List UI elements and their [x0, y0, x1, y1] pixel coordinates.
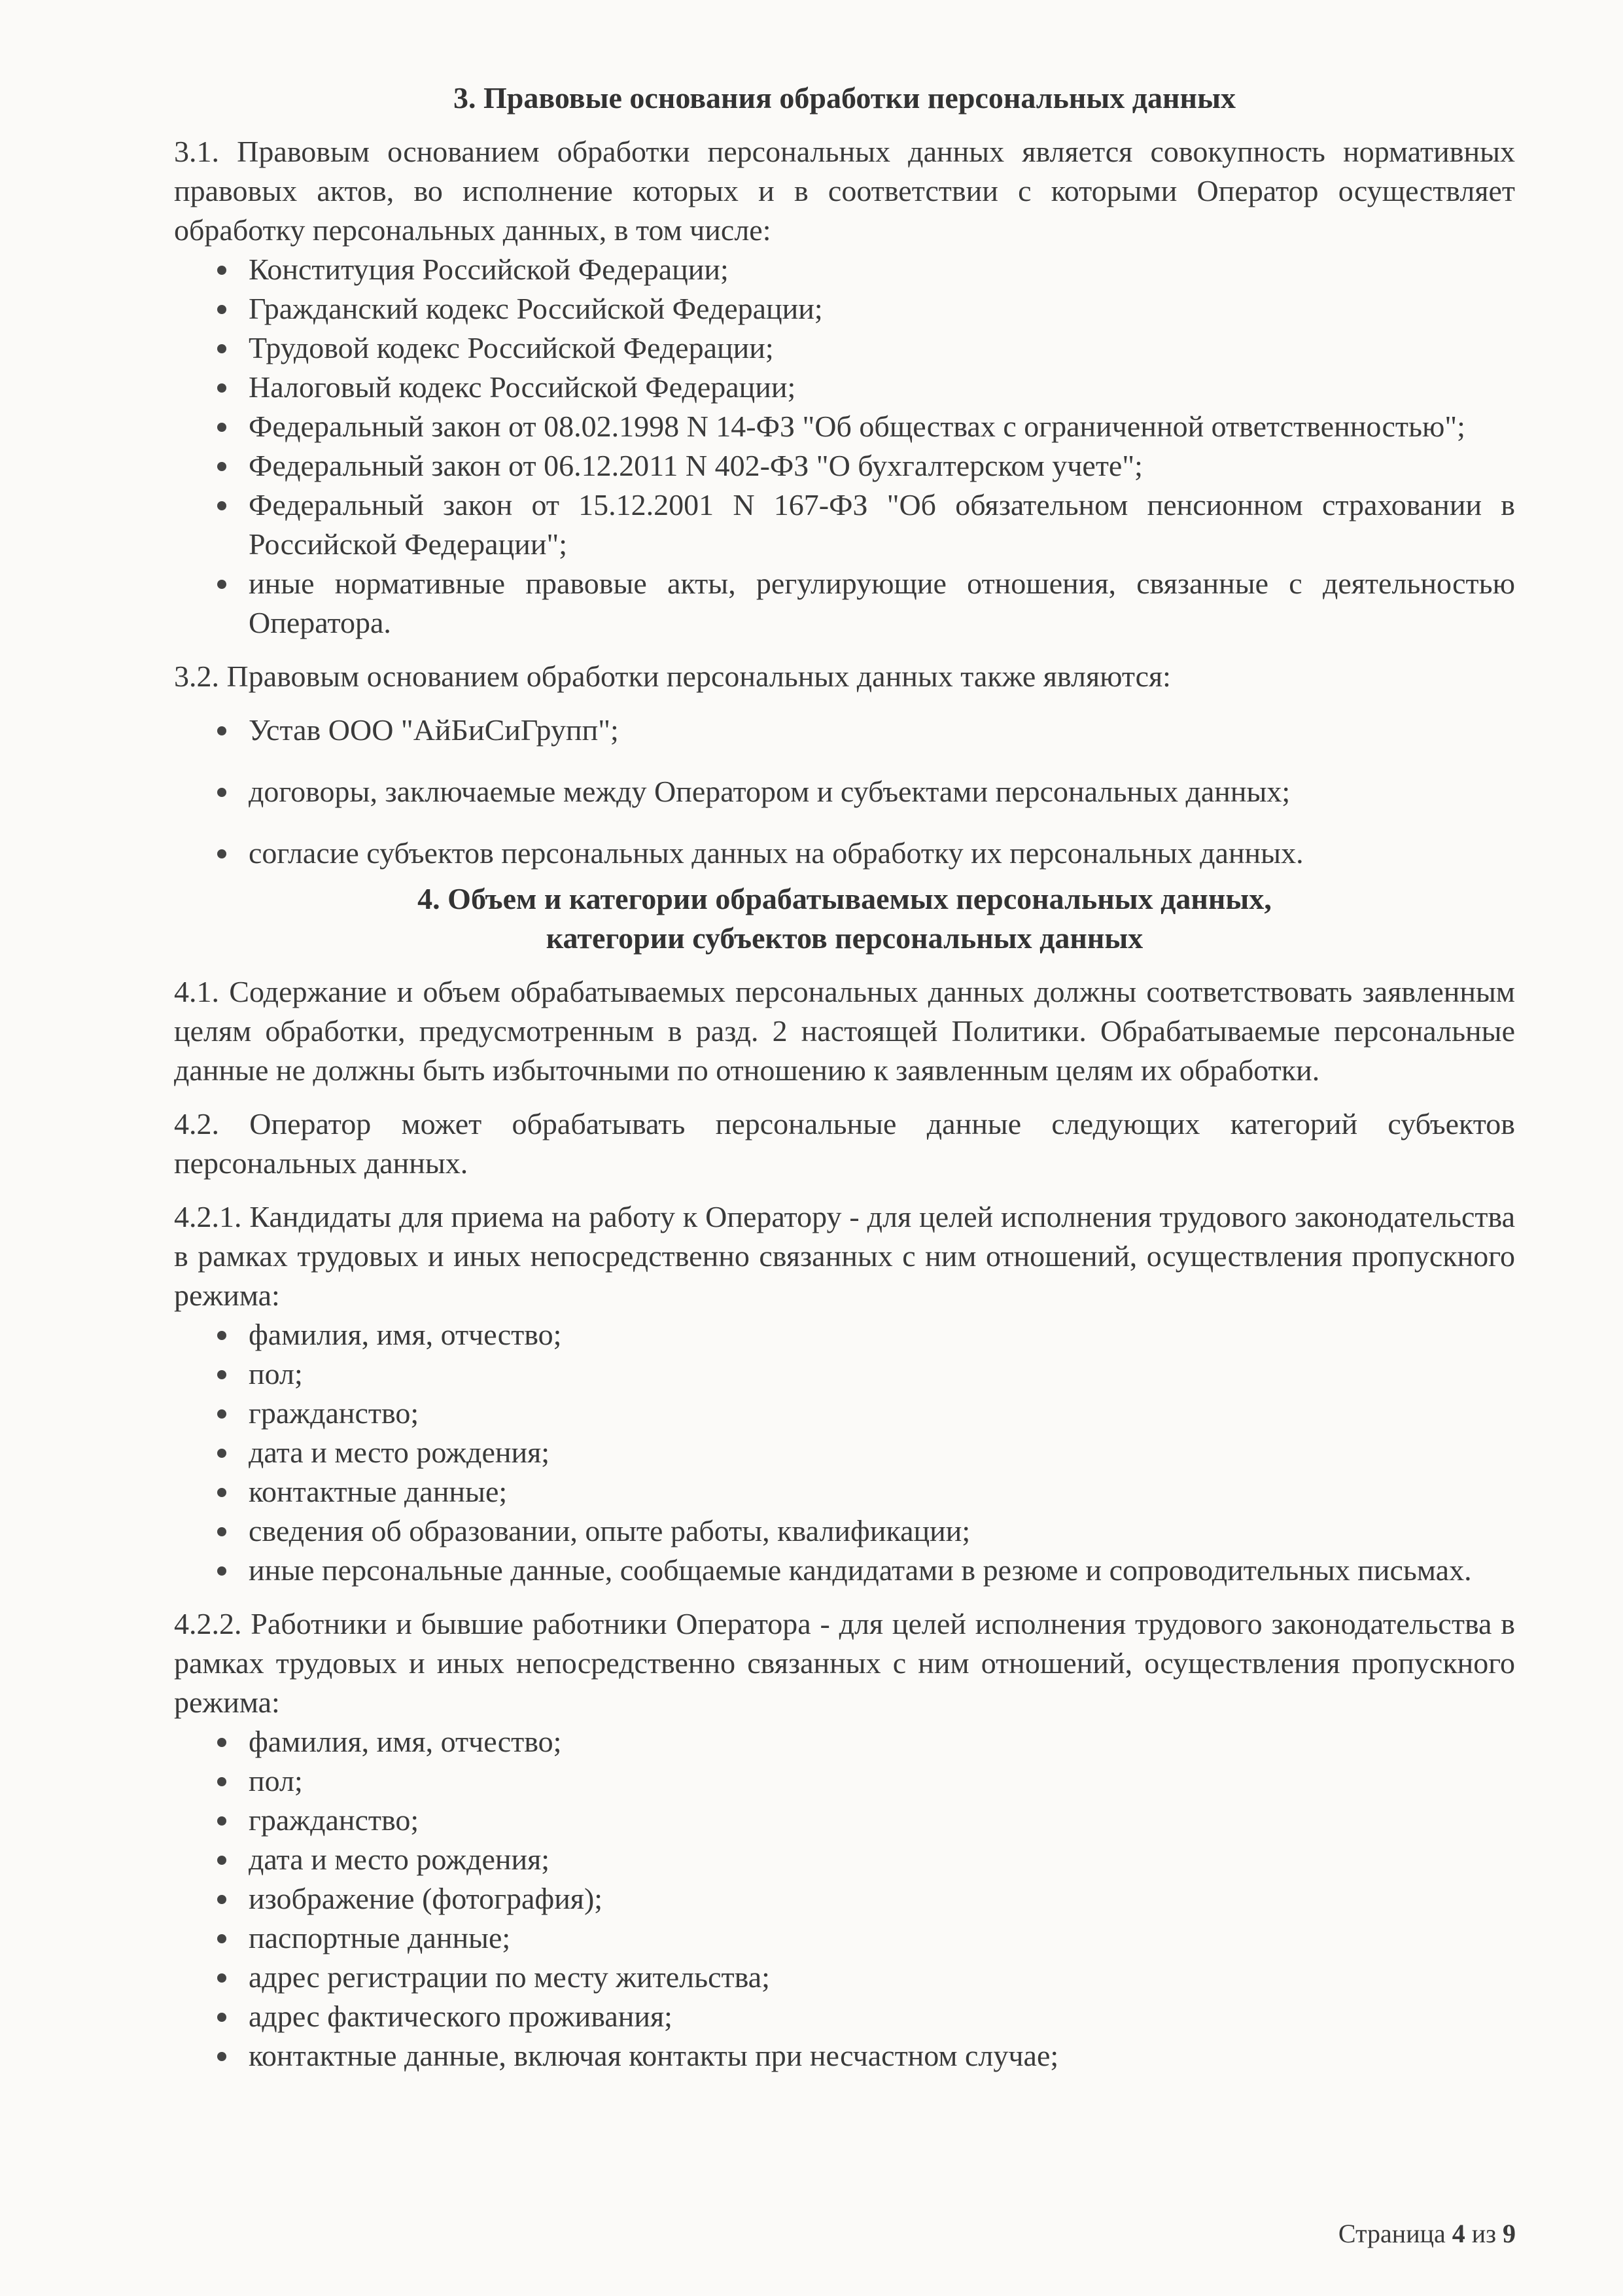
section-4-heading: [174, 879, 1515, 958]
list-item: Федеральный закон от 06.12.2011 N 402-ФЗ "О бухгалтерском учете";: [249, 446, 1515, 486]
paragraph-3-1: 3.1. Правовым основанием обработки персональных данных является совокупность нормативных правовых актов, во исполнение которых и в соответствии с которыми Оператор осуществляет обработку персональных данных, в том числе:: [174, 135, 1515, 247]
list-item: фамилия, имя, отчество;: [249, 1722, 1515, 1761]
list-item: дата и место рождения;: [249, 1840, 1515, 1879]
list-item: Устав ООО "АйБиСиГрупп";: [249, 711, 1515, 750]
page-word: Страница: [1338, 2219, 1446, 2248]
list-item: гражданство;: [249, 1394, 1515, 1433]
list-item: пол;: [249, 1354, 1515, 1394]
list-4-2-1: [174, 1315, 1515, 1590]
list-item: иные нормативные правовые акты, регулирующие отношения, связанные с деятельностью Оператора.: [249, 564, 1515, 643]
list-item: Конституция Российской Федерации;: [249, 250, 1515, 289]
list-item: Гражданский кодекс Российской Федерации;: [249, 289, 1515, 328]
list-item: иные персональные данные, сообщаемые кандидатами в резюме и сопроводительных письмах.: [249, 1551, 1515, 1590]
list-4-2-2: [174, 1722, 1515, 2075]
paragraph-3-2: 3.2. Правовым основанием обработки персональных данных также являются:: [174, 660, 1171, 693]
list-item: адрес фактического проживания;: [249, 1997, 1515, 2036]
list-item: Федеральный закон от 15.12.2001 N 167-ФЗ "Об обязательном пенсионном страховании в Российской Федерации";: [249, 486, 1515, 564]
list-item: Федеральный закон от 08.02.1998 N 14-ФЗ "Об обществах с ограниченной ответственностью";: [249, 407, 1515, 446]
list-item: фамилия, имя, отчество;: [249, 1315, 1515, 1354]
section-4-heading-line1: 4. Объем и категории обрабатываемых персональных данных,: [417, 882, 1272, 915]
of-word: из: [1471, 2219, 1496, 2248]
paragraph-4-2: 4.2. Оператор может обрабатывать персональные данные следующих категорий субъектов персональных данных.: [174, 1107, 1515, 1180]
list-item: Налоговый кодекс Российской Федерации;: [249, 368, 1515, 407]
list-3-2: [174, 711, 1515, 873]
page-content: [174, 79, 1515, 2075]
list-item: паспортные данные;: [249, 1918, 1515, 1958]
page-current: 4: [1452, 2219, 1465, 2248]
page-total: 9: [1503, 2219, 1516, 2248]
list-item: адрес регистрации по месту жительства;: [249, 1958, 1515, 1997]
list-item: Трудовой кодекс Российской Федерации;: [249, 328, 1515, 368]
list-item: дата и место рождения;: [249, 1433, 1515, 1472]
list-item: гражданство;: [249, 1801, 1515, 1840]
paragraph-4-2-1: 4.2.1. Кандидаты для приема на работу к Оператору - для целей исполнения трудового законодательства в рамках трудовых и иных непосредственно связанных с ним отношений, осуществления пропускного режима:: [174, 1200, 1515, 1312]
list-item: договоры, заключаемые между Оператором и субъектами персональных данных;: [249, 772, 1515, 811]
paragraph-4-2-2: 4.2.2. Работники и бывшие работники Оператора - для целей исполнения трудового законодательства в рамках трудовых и иных непосредственно связанных с ним отношений, осуществления пропускного режима:: [174, 1607, 1515, 1719]
paragraph-4-1: 4.1. Содержание и объем обрабатываемых персональных данных должны соответствовать заявленным целям обработки, предусмотренным в разд. 2 настоящей Политики. Обрабатываемые персональные данные не должны быть избыточными по отношению к заявленным целям их обработки.: [174, 975, 1515, 1087]
list-item: пол;: [249, 1761, 1515, 1801]
page-number-footer: [1338, 2218, 1516, 2249]
section-3-heading: 3. Правовые основания обработки персональных данных: [453, 81, 1236, 115]
list-item: контактные данные;: [249, 1472, 1515, 1511]
list-item: согласие субъектов персональных данных на обработку их персональных данных.: [249, 834, 1515, 873]
list-item: контактные данные, включая контакты при несчастном случае;: [249, 2036, 1515, 2075]
list-3-1: [174, 250, 1515, 643]
list-item: изображение (фотография);: [249, 1879, 1515, 1918]
list-item: сведения об образовании, опыте работы, квалификации;: [249, 1511, 1515, 1551]
section-4-heading-line2: категории субъектов персональных данных: [546, 921, 1143, 955]
